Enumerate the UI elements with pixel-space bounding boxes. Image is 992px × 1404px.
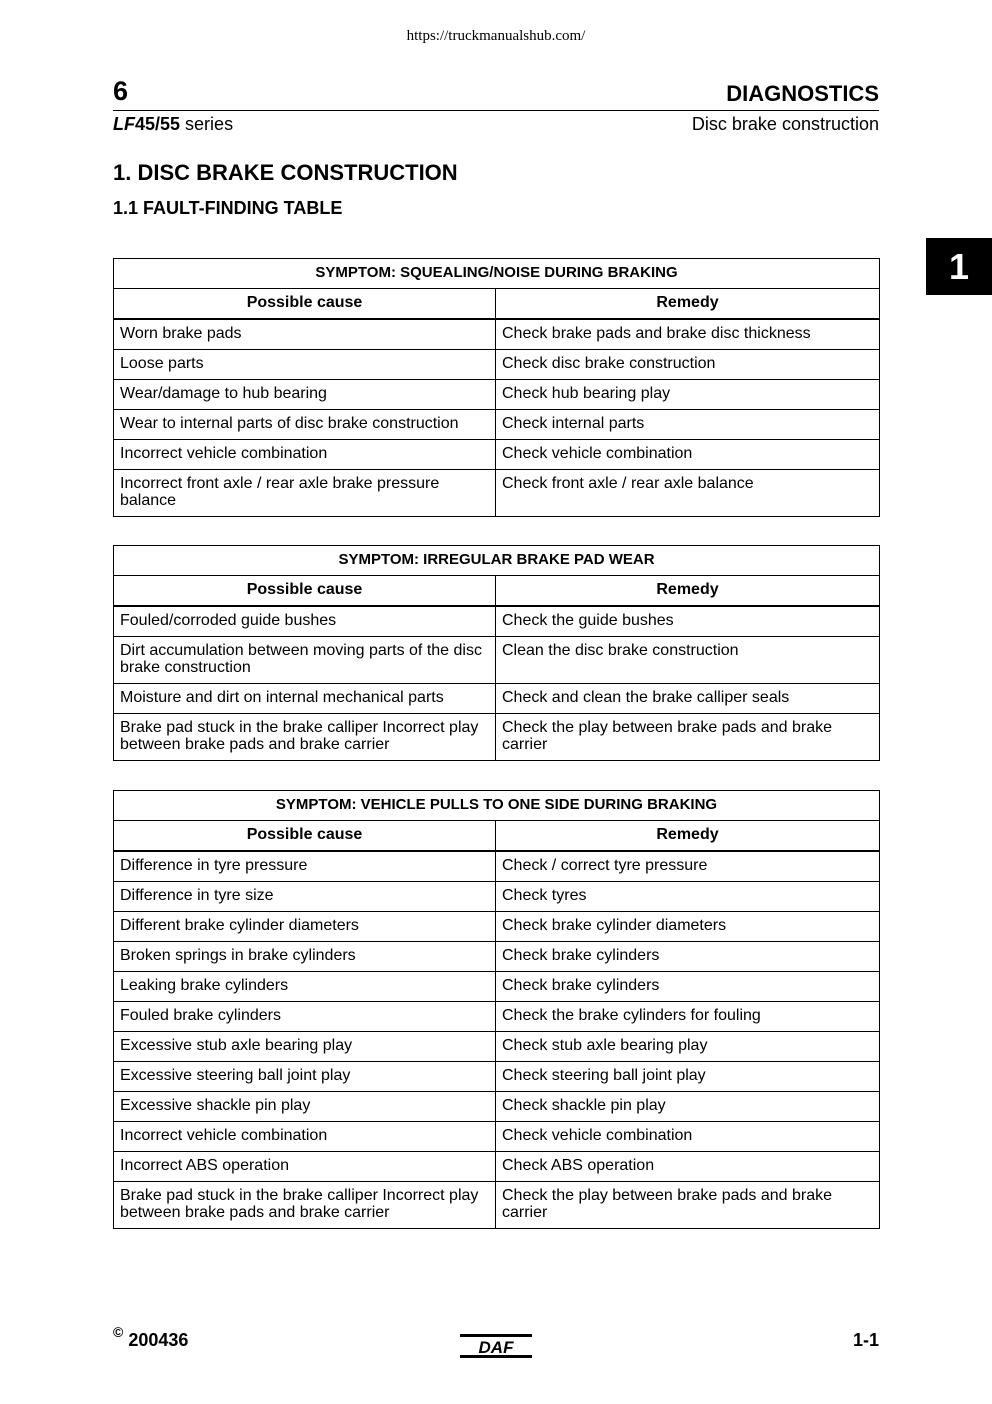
table-row (114, 1122, 880, 1152)
remedy-cell: Check / correct tyre pressure (496, 851, 880, 882)
table-row (114, 1182, 880, 1229)
document-code: 200436 (123, 1330, 189, 1350)
remedy-cell: Check brake cylinders (496, 972, 880, 1002)
cause-cell: Incorrect vehicle combination (114, 1122, 496, 1152)
daf-logo (460, 1334, 532, 1358)
table-row (114, 714, 880, 761)
table-row (114, 684, 880, 714)
cause-cell: Leaking brake cylinders (114, 972, 496, 1002)
table-row (114, 1032, 880, 1062)
table-row (114, 851, 880, 882)
remedy-cell: Check the play between brake pads and brake carrier (496, 1182, 880, 1229)
chapter-number: 6 (113, 76, 129, 106)
table-row (114, 972, 880, 1002)
series-bold: 45/55 (135, 114, 181, 134)
logo-text: DAF (478, 1338, 514, 1357)
remedy-cell: Check front axle / rear axle balance (496, 470, 880, 517)
copyright-symbol: © (113, 1324, 124, 1340)
remedy-cell: Check stub axle bearing play (496, 1032, 880, 1062)
remedy-cell: Check the guide bushes (496, 606, 880, 637)
remedy-cell: Check vehicle combination (496, 440, 880, 470)
remedy-cell: Clean the disc brake construction (496, 637, 880, 684)
remedy-cell: Check the brake cylinders for fouling (496, 1002, 880, 1032)
table-row (114, 380, 880, 410)
table-row (114, 912, 880, 942)
chapter-side-tab: 1 (926, 238, 992, 295)
heading-2: 1.1 FAULT-FINDING TABLE (113, 198, 343, 218)
cause-cell: Fouled/corroded guide bushes (114, 606, 496, 637)
remedy-cell: Check and clean the brake calliper seals (496, 684, 880, 714)
remedy-cell: Check brake pads and brake disc thickness (496, 319, 880, 350)
table-row (114, 1152, 880, 1182)
fault-table-1 (113, 258, 880, 517)
cause-cell: Dirt accumulation between moving parts of the disc brake construction (114, 637, 496, 684)
column-header-remedy: Remedy (496, 821, 880, 852)
remedy-cell: Check ABS operation (496, 1152, 880, 1182)
table-body (114, 851, 880, 1229)
series-rest: series (180, 114, 234, 134)
cause-cell: Different brake cylinder diameters (114, 912, 496, 942)
cause-cell: Incorrect ABS operation (114, 1152, 496, 1182)
table-body (114, 319, 880, 517)
remedy-cell: Check internal parts (496, 410, 880, 440)
table-row (114, 882, 880, 912)
cause-cell: Loose parts (114, 350, 496, 380)
remedy-cell: Check vehicle combination (496, 1122, 880, 1152)
series-label (113, 114, 233, 135)
table-row (114, 1062, 880, 1092)
symptom-header: SYMPTOM: IRREGULAR BRAKE PAD WEAR (114, 546, 880, 576)
column-header-cause: Possible cause (114, 289, 496, 320)
cause-cell: Wear/damage to hub bearing (114, 380, 496, 410)
cause-cell: Fouled brake cylinders (114, 1002, 496, 1032)
fault-table-3 (113, 790, 880, 1229)
cause-cell: Incorrect front axle / rear axle brake pressure balance (114, 470, 496, 517)
remedy-cell: Check disc brake construction (496, 350, 880, 380)
table-row (114, 606, 880, 637)
page-header (113, 76, 879, 111)
remedy-cell: Check brake cylinder diameters (496, 912, 880, 942)
cause-cell: Excessive steering ball joint play (114, 1062, 496, 1092)
section-title: DIAGNOSTICS (726, 81, 879, 106)
series-italic: LF (113, 114, 135, 134)
cause-cell: Brake pad stuck in the brake calliper Incorrect play between brake pads and brake carrier (114, 1182, 496, 1229)
column-header-remedy: Remedy (496, 576, 880, 607)
cause-cell: Broken springs in brake cylinders (114, 942, 496, 972)
cause-cell: Brake pad stuck in the brake calliper Incorrect play between brake pads and brake carrier (114, 714, 496, 761)
remedy-cell: Check shackle pin play (496, 1092, 880, 1122)
symptom-header: SYMPTOM: SQUEALING/NOISE DURING BRAKING (114, 259, 880, 289)
symptom-header: SYMPTOM: VEHICLE PULLS TO ONE SIDE DURING BRAKING (114, 791, 880, 821)
table-row (114, 440, 880, 470)
column-header-cause: Possible cause (114, 576, 496, 607)
fault-table-2 (113, 545, 880, 761)
source-url[interactable]: https://truckmanualshub.com/ (406, 28, 586, 44)
cause-cell: Worn brake pads (114, 319, 496, 350)
remedy-cell: Check the play between brake pads and brake carrier (496, 714, 880, 761)
table-row (114, 319, 880, 350)
column-header-cause: Possible cause (114, 821, 496, 852)
remedy-cell: Check tyres (496, 882, 880, 912)
remedy-cell: Check steering ball joint play (496, 1062, 880, 1092)
cause-cell: Incorrect vehicle combination (114, 440, 496, 470)
cause-cell: Difference in tyre pressure (114, 851, 496, 882)
table-row (114, 637, 880, 684)
remedy-cell: Check hub bearing play (496, 380, 880, 410)
table-row (114, 470, 880, 517)
cause-cell: Moisture and dirt on internal mechanical parts (114, 684, 496, 714)
remedy-cell: Check brake cylinders (496, 942, 880, 972)
table-row (114, 1092, 880, 1122)
table-body (114, 606, 880, 761)
cause-cell: Excessive shackle pin play (114, 1092, 496, 1122)
cause-cell: Difference in tyre size (114, 882, 496, 912)
table-row (114, 1002, 880, 1032)
cause-cell: Wear to internal parts of disc brake construction (114, 410, 496, 440)
table-row (114, 350, 880, 380)
page-subtitle: Disc brake construction (691, 114, 879, 134)
page-number: 1-1 (852, 1330, 879, 1350)
heading-1: 1. DISC BRAKE CONSTRUCTION (113, 160, 458, 185)
cause-cell: Excessive stub axle bearing play (114, 1032, 496, 1062)
column-header-remedy: Remedy (496, 289, 880, 320)
footer-code (113, 1326, 188, 1351)
table-row (114, 942, 880, 972)
table-row (114, 410, 880, 440)
